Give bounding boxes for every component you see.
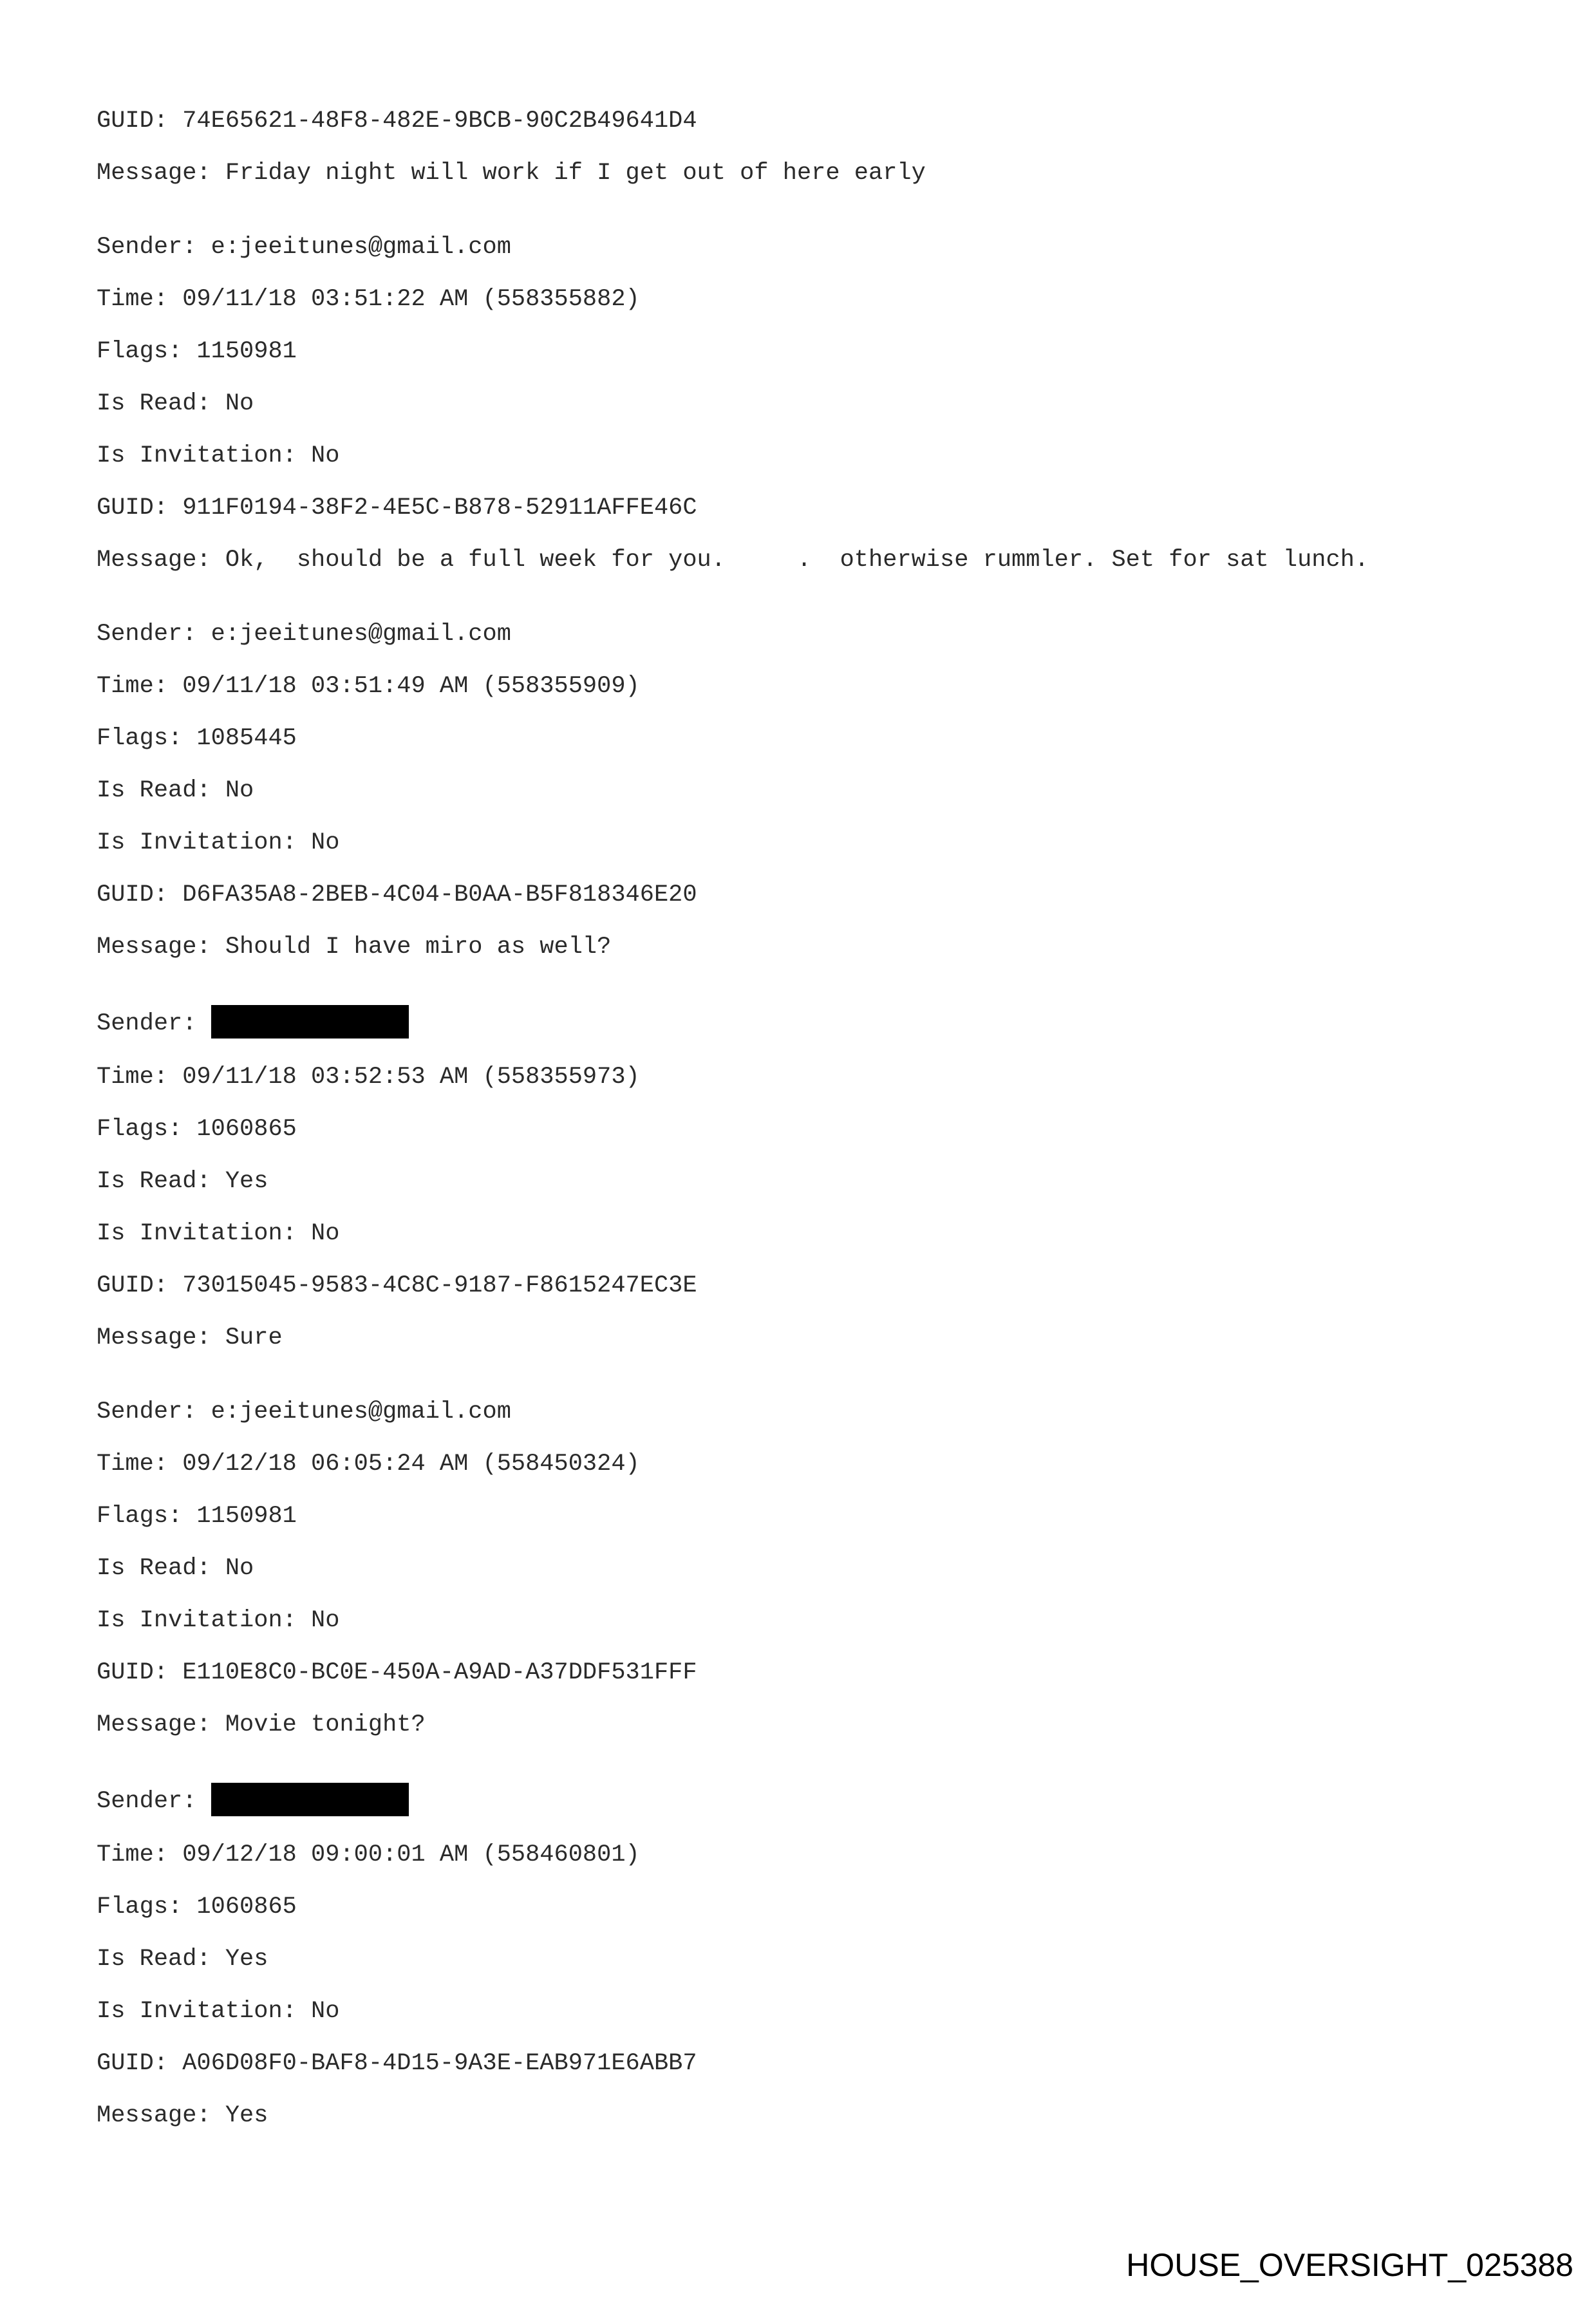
sender-value: e:jeeitunes@gmail.com — [211, 1398, 511, 1425]
message-line: Message: Ok, should be a full week for you. . otherwise rummler. Set for sat lunch. — [97, 547, 1369, 574]
message-entry — [97, 1397, 1436, 1784]
guid-line: GUID: 911F0194-38F2-4E5C-B878-52911AFFE46C — [97, 494, 697, 522]
entry-separator — [97, 1762, 1436, 1784]
is-invitation-line: Is Invitation: No — [97, 442, 340, 469]
entry-separator — [97, 2153, 1436, 2175]
redaction-box — [211, 1783, 409, 1816]
is-invitation-line: Is Invitation: No — [97, 1220, 340, 1247]
is-read-line: Is Read: No — [97, 1555, 254, 1582]
sender-value: e:jeeitunes@gmail.com — [211, 234, 511, 261]
sender-line — [97, 1784, 1436, 1818]
time-line: Time: 09/12/18 09:00:01 AM (558460801) — [97, 1841, 640, 1868]
message-entry — [97, 619, 1436, 1006]
time-line: Time: 09/11/18 03:51:49 AM (558355909) — [97, 673, 640, 700]
guid-line: GUID: 74E65621-48F8-482E-9BCB-90C2B49641D4 — [97, 108, 697, 135]
flags-line: Flags: 1060865 — [97, 1894, 297, 1921]
is-read-line: Is Read: Yes — [97, 1168, 268, 1195]
message-log — [97, 106, 1436, 2175]
sender-label: Sender: — [97, 234, 211, 261]
time-line: Time: 09/12/18 06:05:24 AM (558450324) — [97, 1451, 640, 1478]
message-line: Message: Yes — [97, 2102, 268, 2129]
guid-line: GUID: E110E8C0-BC0E-450A-A9AD-A37DDF531FFF — [97, 1659, 697, 1686]
is-invitation-line: Is Invitation: No — [97, 1998, 340, 2025]
sender-line — [97, 1397, 1436, 1427]
flags-line: Flags: 1060865 — [97, 1116, 297, 1143]
entry-separator — [97, 1375, 1436, 1397]
entry-separator — [97, 597, 1436, 619]
message-line: Message: Should I have miro as well? — [97, 934, 612, 961]
sender-line — [97, 232, 1436, 262]
sender-label: Sender: — [97, 1010, 211, 1037]
is-read-line: Is Read: No — [97, 777, 254, 804]
entry-separator — [97, 211, 1436, 232]
guid-line: GUID: A06D08F0-BAF8-4D15-9A3E-EAB971E6ABB7 — [97, 2050, 697, 2077]
is-invitation-line: Is Invitation: No — [97, 829, 340, 856]
message-entry — [97, 1784, 1436, 2175]
flags-line: Flags: 1150981 — [97, 1503, 297, 1530]
entry-separator — [97, 984, 1436, 1006]
guid-line: GUID: 73015045-9583-4C8C-9187-F8615247EC3E — [97, 1272, 697, 1299]
message-entry — [97, 232, 1436, 619]
sender-label: Sender: — [97, 621, 211, 648]
message-entries — [97, 232, 1436, 2175]
sender-label: Sender: — [97, 1398, 211, 1425]
sender-line — [97, 619, 1436, 649]
sender-label: Sender: — [97, 1787, 211, 1815]
flags-line: Flags: 1085445 — [97, 725, 297, 752]
message-line: Message: Movie tonight? — [97, 1711, 426, 1738]
is-invitation-line: Is Invitation: No — [97, 1607, 340, 1634]
time-line: Time: 09/11/18 03:52:53 AM (558355973) — [97, 1064, 640, 1091]
is-read-line: Is Read: Yes — [97, 1946, 268, 1973]
sender-line — [97, 1006, 1436, 1040]
message-entry — [97, 1006, 1436, 1397]
guid-line: GUID: D6FA35A8-2BEB-4C04-B0AA-B5F818346E20 — [97, 881, 697, 908]
bates-number: HOUSE_OVERSIGHT_025388 — [1126, 2247, 1573, 2283]
sender-value: e:jeeitunes@gmail.com — [211, 621, 511, 648]
redaction-box — [211, 1005, 409, 1039]
message-line: Message: Friday night will work if I get out of here early — [97, 160, 926, 187]
is-read-line: Is Read: No — [97, 390, 254, 417]
flags-line: Flags: 1150981 — [97, 338, 297, 365]
message-line: Message: Sure — [97, 1324, 283, 1351]
time-line: Time: 09/11/18 03:51:22 AM (558355882) — [97, 286, 640, 313]
